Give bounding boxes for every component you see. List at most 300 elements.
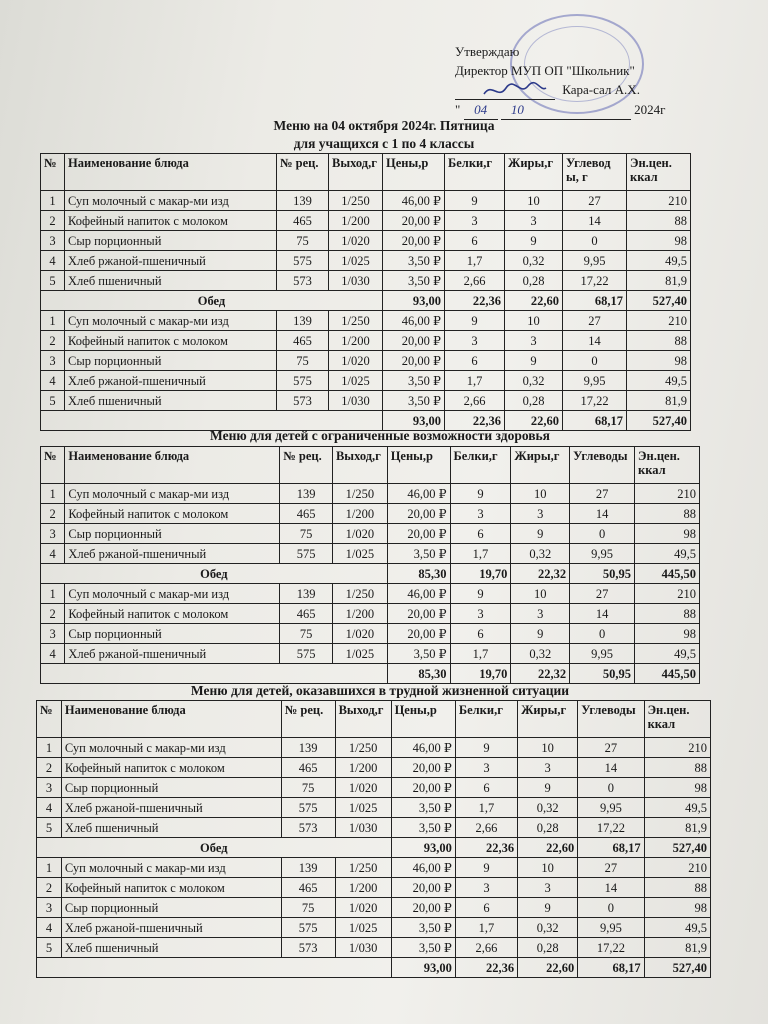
table-cell: 9 [511,624,570,644]
table-cell: 9 [455,858,517,878]
table-cell: 1/020 [329,351,383,371]
table-cell: 3 [505,211,563,231]
table-cell: 0,28 [518,938,578,958]
total-value: 527,40 [644,838,710,858]
table-cell: 49,5 [635,644,700,664]
table-cell: Хлеб ржаной-пшеничный [65,644,280,664]
table-cell: 3,50 ₽ [391,798,455,818]
table-cell: 1 [41,484,65,504]
table-cell: 210 [635,584,700,604]
table-cell: 4 [37,798,62,818]
table-cell: 6 [455,778,517,798]
table-row [41,351,691,371]
table-cell: 3 [41,624,65,644]
table-cell: Сыр порционный [65,351,277,371]
table-cell: 2 [41,604,65,624]
table-cell: 75 [281,898,335,918]
total-value: 85,30 [387,564,450,584]
column-header: Выход,г [335,701,391,738]
table-cell: 3 [445,211,505,231]
table-cell: 1 [41,191,65,211]
table-cell: 3,50 ₽ [383,391,445,411]
table-cell: Сыр порционный [65,624,280,644]
total-value: 19,70 [450,664,511,684]
table-row [41,251,691,271]
table-header-row [41,154,691,191]
table-cell: 3,50 ₽ [387,544,450,564]
table-cell: 46,00 ₽ [387,484,450,504]
table-cell: 17,22 [563,391,627,411]
total-value: 445,50 [635,564,700,584]
table-row [37,858,711,878]
table-cell: 14 [570,604,635,624]
total-value: 93,00 [391,838,455,858]
table-cell: 3 [450,504,511,524]
table-cell: 75 [277,351,329,371]
date-day: 04 [464,100,498,120]
table-cell: 1/250 [329,311,383,331]
table-cell: 3 [511,504,570,524]
table-cell: 10 [505,311,563,331]
table-cell: 88 [644,878,710,898]
total-spacer [41,291,383,311]
table-cell: 20,00 ₽ [387,504,450,524]
table-cell: 81,9 [627,391,691,411]
total-value: 527,40 [644,958,710,978]
table-cell: 210 [635,484,700,504]
table-cell: 2 [37,878,62,898]
table-cell: 0,32 [518,798,578,818]
table-cell: 575 [277,371,329,391]
table-cell: 98 [644,778,710,798]
table-cell: Хлеб пшеничный [65,271,277,291]
table-cell: 1/030 [329,391,383,411]
table-header-row [37,701,711,738]
table-cell: 46,00 ₽ [391,858,455,878]
table-cell: Сыр порционный [61,778,281,798]
table-cell: 9 [455,738,517,758]
table-cell: 81,9 [644,938,710,958]
table-cell: 1/250 [335,738,391,758]
total-value: 68,17 [563,411,627,431]
table-row [37,938,711,958]
menu-table-grades-1-4 [40,153,691,431]
table-cell: 88 [635,604,700,624]
table-cell: 573 [277,391,329,411]
table-row [37,898,711,918]
total-value: 445,50 [635,664,700,684]
table-cell: 6 [445,351,505,371]
lunch-label: Обед [200,566,228,581]
table-cell: 210 [644,738,710,758]
table-cell: 3,50 ₽ [391,938,455,958]
table-cell: 1,7 [445,371,505,391]
total-value: 19,70 [450,564,511,584]
table-cell: 2,66 [455,938,517,958]
table-cell: 4 [37,918,62,938]
table-cell: 1 [37,858,62,878]
table-cell: 2 [41,211,65,231]
table-cell: Сыр порционный [65,231,277,251]
table-cell: Хлеб ржаной-пшеничный [61,798,281,818]
total-value: 22,60 [505,411,563,431]
table-cell: 27 [563,191,627,211]
table-cell: 10 [511,584,570,604]
table-cell: 1 [37,738,62,758]
table-cell: 20,00 ₽ [387,604,450,624]
table-row [41,484,700,504]
table-cell: 9 [445,191,505,211]
table-cell: 1/020 [335,898,391,918]
table-cell: 98 [635,624,700,644]
column-header: Жиры,г [518,701,578,738]
table-cell: 0,28 [518,818,578,838]
column-header: Цены,р [387,447,450,484]
table-row [37,758,711,778]
table-cell: 14 [570,504,635,524]
total-row [37,958,711,978]
table-row [41,331,691,351]
table-cell: 0 [578,778,644,798]
table-cell: 1/020 [335,778,391,798]
table-row [41,191,691,211]
table-cell: 4 [41,644,65,664]
total-value: 22,32 [511,564,570,584]
table-cell: Суп молочный с макар-ми изд [61,738,281,758]
total-value: 68,17 [563,291,627,311]
table-row [41,371,691,391]
total-value: 93,00 [383,291,445,311]
column-header: Наименование блюда [61,701,281,738]
table-cell: 27 [578,738,644,758]
table-cell: 6 [450,524,511,544]
table-cell: 1/250 [332,484,387,504]
date-quote: " [455,102,461,117]
column-header: № рец. [277,154,329,191]
table-cell: 575 [277,251,329,271]
table-cell: 3,50 ₽ [383,271,445,291]
table-cell: 1/030 [329,271,383,291]
table-cell: 27 [578,858,644,878]
table-cell: 88 [635,504,700,524]
table-cell: 3 [518,758,578,778]
table-cell: 46,00 ₽ [387,584,450,604]
table-cell: 0,28 [505,391,563,411]
table-cell: 573 [281,818,335,838]
table-cell: 465 [277,331,329,351]
table-cell: 1/020 [332,524,387,544]
table-cell: 3 [511,604,570,624]
table-cell: 9 [450,584,511,604]
table-row [41,504,700,524]
table-cell: 1,7 [455,918,517,938]
table-cell: 1/200 [329,211,383,231]
table-cell: 27 [570,484,635,504]
table-cell: 4 [41,251,65,271]
column-header: Выход,г [332,447,387,484]
table-cell: 5 [41,391,65,411]
table-cell: 210 [644,858,710,878]
table-cell: 465 [281,878,335,898]
table-cell: 465 [280,504,333,524]
table-cell: 88 [644,758,710,778]
column-header: № [41,447,65,484]
menu-table-hardship [36,700,711,978]
table-cell: 3 [455,758,517,778]
table-cell: 27 [563,311,627,331]
table-cell: Хлеб пшеничный [65,391,277,411]
total-value: 22,60 [505,291,563,311]
table-cell: 2 [41,504,65,524]
table-cell: 210 [627,311,691,331]
table-header-row [41,447,700,484]
table-cell: Сыр порционный [65,524,280,544]
table-cell: 10 [518,858,578,878]
table-cell: 9,95 [578,798,644,818]
table-cell: Кофейный напиток с молоком [65,604,280,624]
section-title-hardship: Меню для детей, оказавшихся в трудной жизненной ситуации [190,683,570,698]
table-cell: Хлеб пшеничный [61,818,281,838]
table-cell: 75 [281,778,335,798]
table-row [41,391,691,411]
table-cell: 1/200 [335,878,391,898]
table-cell: 3,50 ₽ [383,371,445,391]
table-cell: 1/025 [329,251,383,271]
table-cell: Кофейный напиток с молоком [61,878,281,898]
table-cell: 17,22 [578,818,644,838]
table-cell: 465 [281,758,335,778]
column-header: Белки,г [450,447,511,484]
table-cell: 0,32 [505,371,563,391]
table-cell: 9 [511,524,570,544]
column-header: Эн.цен. ккал [627,154,691,191]
table-cell: 10 [518,738,578,758]
column-header: № рец. [281,701,335,738]
table-cell: 75 [280,624,333,644]
table-cell: 88 [627,331,691,351]
table-cell: 139 [277,191,329,211]
table-cell: 10 [505,191,563,211]
table-cell: 75 [277,231,329,251]
table-cell: Суп молочный с макар-ми изд [65,584,280,604]
date-month: 10 [501,100,631,120]
table-cell: 75 [280,524,333,544]
total-value: 93,00 [383,411,445,431]
table-cell: 20,00 ₽ [383,351,445,371]
table-cell: 9 [445,311,505,331]
table-cell: Кофейный напиток с молоком [65,504,280,524]
column-header: Цены,р [383,154,445,191]
table-cell: 1/020 [329,231,383,251]
table-cell: Кофейный напиток с молоком [65,331,277,351]
table-cell: 575 [281,918,335,938]
table-cell: Суп молочный с макар-ми изд [65,191,277,211]
table-cell: Кофейный напиток с молоком [65,211,277,231]
table-cell: 3,50 ₽ [391,918,455,938]
table-cell: 1/025 [335,918,391,938]
table-cell: 9 [450,484,511,504]
total-value: 50,95 [570,664,635,684]
table-cell: 98 [635,524,700,544]
approval-line-2: Директор МУП ОП "Школьник" [455,63,635,78]
table-cell: 1/025 [335,798,391,818]
table-cell: 139 [280,484,333,504]
table-cell: 4 [41,544,65,564]
table-row [41,524,700,544]
table-cell: 1/025 [329,371,383,391]
table-cell: Суп молочный с макар-ми изд [65,311,277,331]
column-header: № рец. [280,447,333,484]
column-header: Белки,г [445,154,505,191]
table-cell: 575 [280,644,333,664]
table-cell: Кофейный напиток с молоком [61,758,281,778]
table-cell: 1/250 [335,858,391,878]
table-cell: 81,9 [644,818,710,838]
total-spacer [37,958,392,978]
table-cell: 0,32 [505,251,563,271]
table-cell: 9,95 [563,371,627,391]
table-cell: 465 [277,211,329,231]
table-cell: 575 [281,798,335,818]
table-cell: 1/200 [332,504,387,524]
table-cell: Суп молочный с макар-ми изд [65,484,280,504]
table-cell: Сыр порционный [61,898,281,918]
table-cell: 20,00 ₽ [387,524,450,544]
table-cell: 20,00 ₽ [383,331,445,351]
table-cell: 1,7 [450,544,511,564]
table-cell: 17,22 [563,271,627,291]
total-row [37,838,711,858]
table-cell: 3,50 ₽ [387,644,450,664]
table-cell: 1/025 [332,544,387,564]
column-header: Наименование блюда [65,447,280,484]
table-cell: 3 [41,351,65,371]
table-row [41,271,691,291]
table-cell: 20,00 ₽ [391,898,455,918]
table-cell: 6 [455,898,517,918]
lunch-label: Обед [197,293,226,308]
section-title-disabilities: Меню для детей с ограниченные возможности здоровья [210,428,550,443]
table-cell: 3 [450,604,511,624]
table-cell: 3 [37,778,62,798]
table-cell: Хлеб ржаной-пшеничный [65,371,277,391]
table-cell: 3 [41,231,65,251]
table-cell: 88 [627,211,691,231]
table-cell: 20,00 ₽ [391,758,455,778]
table-row [41,644,700,664]
table-cell: 3,50 ₽ [383,251,445,271]
total-value: 22,60 [518,958,578,978]
table-row [37,778,711,798]
table-cell: 1,7 [450,644,511,664]
table-cell: 2,66 [445,391,505,411]
table-cell: 2 [37,758,62,778]
table-row [41,624,700,644]
total-value: 68,17 [578,958,644,978]
table-cell: 1/200 [329,331,383,351]
table-cell: 14 [578,758,644,778]
table-row [37,878,711,898]
column-header: Жиры,г [505,154,563,191]
table-cell: 98 [627,231,691,251]
table-cell: 20,00 ₽ [391,878,455,898]
total-row [41,664,700,684]
table-row [41,211,691,231]
table-cell: 0 [563,231,627,251]
total-row [41,564,700,584]
table-cell: 1/030 [335,938,391,958]
table-cell: 4 [41,371,65,391]
table-cell: 46,00 ₽ [383,311,445,331]
table-cell: Хлеб ржаной-пшеничный [65,251,277,271]
table-cell: 49,5 [644,798,710,818]
table-cell: 5 [37,818,62,838]
total-value: 22,36 [445,411,505,431]
table-cell: 6 [445,231,505,251]
table-cell: 9 [505,231,563,251]
table-cell: 6 [450,624,511,644]
table-cell: 1 [41,584,65,604]
table-cell: 10 [511,484,570,504]
table-cell: 20,00 ₽ [391,778,455,798]
director-name: Кара-сал А.Х. [562,82,640,97]
table-cell: 1/025 [332,644,387,664]
table-cell: 5 [37,938,62,958]
table-cell: 98 [644,898,710,918]
table-cell: Суп молочный с макар-ми изд [61,858,281,878]
table-cell: 1/250 [329,191,383,211]
column-header: Белки,г [455,701,517,738]
total-spacer [37,838,392,858]
total-value: 85,30 [387,664,450,684]
table-row [41,584,700,604]
table-cell: 139 [277,311,329,331]
column-header: Углеводы [570,447,635,484]
table-cell: 2,66 [455,818,517,838]
table-cell: 9,95 [570,544,635,564]
table-cell: 573 [281,938,335,958]
table-cell: 139 [281,858,335,878]
table-cell: 27 [570,584,635,604]
table-cell: 9 [505,351,563,371]
table-cell: 98 [627,351,691,371]
table-cell: 9,95 [578,918,644,938]
total-value: 22,36 [455,958,517,978]
table-cell: 17,22 [578,938,644,958]
total-value: 527,40 [627,291,691,311]
table-cell: 46,00 ₽ [383,191,445,211]
table-cell: 14 [578,878,644,898]
table-cell: 0 [570,524,635,544]
column-header: Углеводы [578,701,644,738]
table-cell: 49,5 [644,918,710,938]
table-cell: 14 [563,331,627,351]
table-cell: 0,32 [511,644,570,664]
table-cell: 465 [280,604,333,624]
table-cell: 3 [41,524,65,544]
column-header: Эн.цен. ккал [635,447,700,484]
table-cell: 20,00 ₽ [387,624,450,644]
table-cell: 9 [518,898,578,918]
handwritten-signature [480,78,550,102]
table-cell: 1,7 [455,798,517,818]
total-value: 22,32 [511,664,570,684]
table-cell: 0 [563,351,627,371]
table-cell: 49,5 [627,251,691,271]
table-cell: 3,50 ₽ [391,818,455,838]
table-cell: 49,5 [635,544,700,564]
table-row [37,818,711,838]
